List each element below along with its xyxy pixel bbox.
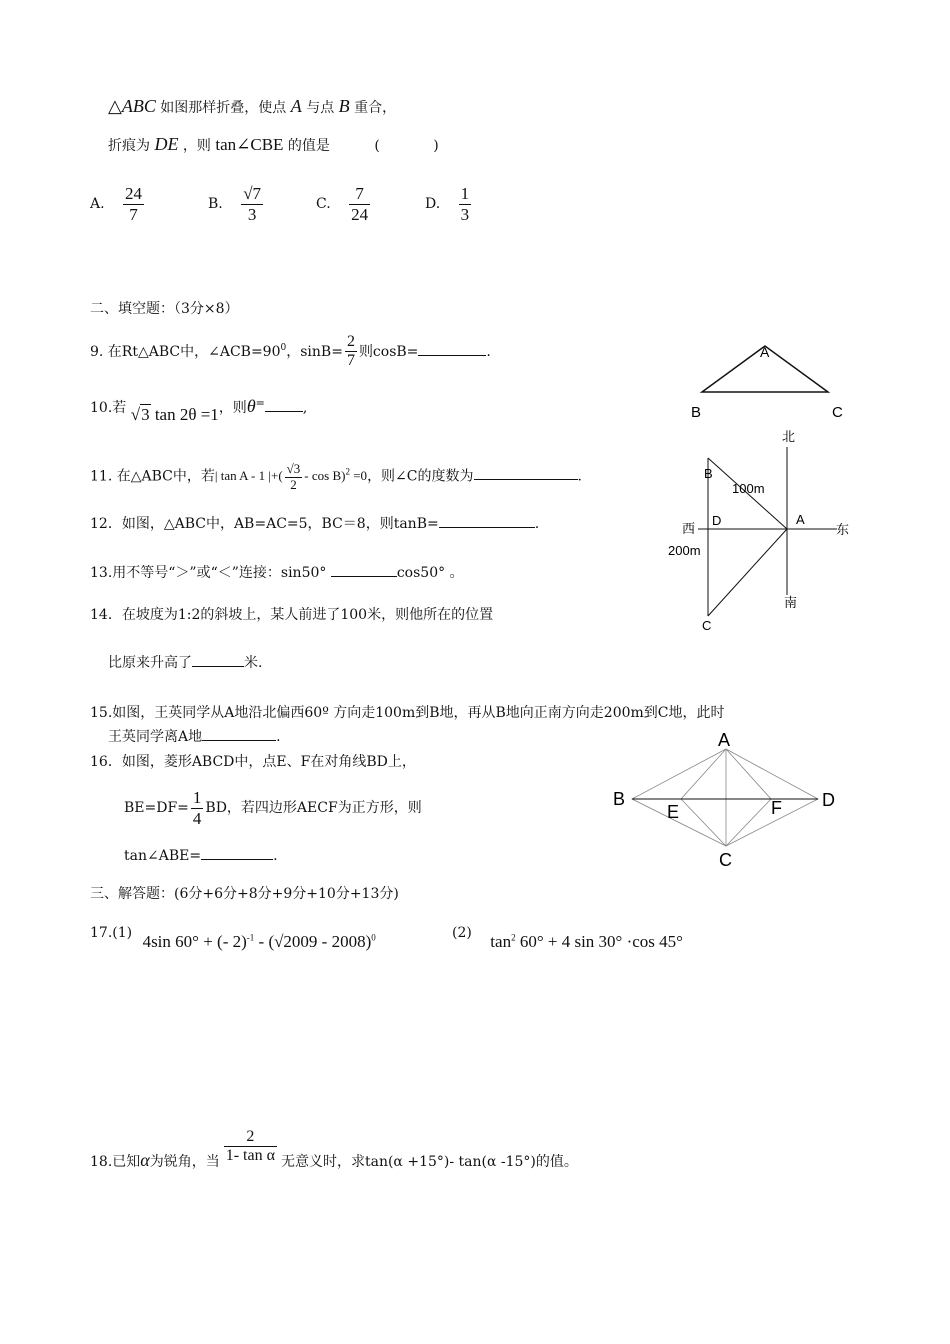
answer-blank-10[interactable] (265, 410, 303, 412)
question-16-line3: tan∠ABE= . (124, 848, 278, 864)
q8-line1: △ABC 如图那样折叠，使点 A 与点 B 重合， (108, 96, 397, 116)
answer-paren: ( ) (374, 138, 439, 154)
q8-option-a: A. $\frac{24}{7}$ (90, 184, 143, 224)
question-9: 9. 在Rt△ABC中，$\angle ACB=90^0$，sinB= $\frac{2}{7}$ 则cosB= . (90, 333, 491, 370)
fig3-label-f: F (771, 798, 782, 818)
north-label: 北 (782, 429, 796, 444)
question-13: 13.用不等号“＞”或“＜”连接：sin50° cos50° 。 (90, 565, 464, 581)
direction-figure (660, 425, 860, 635)
question-14-line2: 比原来升高了 米. (108, 655, 263, 671)
west-label: 西 (682, 521, 696, 536)
section-2-heading: 二、填空题：（3分×8） (90, 301, 239, 317)
rhombus-figure (605, 728, 845, 873)
q8-triangle: △ABC (108, 96, 156, 116)
question-16: 16．如图，菱形ABCD中，点E、F在对角线BD上， (90, 754, 416, 770)
fig3-label-d: D (822, 790, 835, 810)
answer-blank-16[interactable] (201, 858, 273, 860)
answer-blank-13[interactable] (331, 575, 397, 577)
question-17-2: (2) $\tan^2 60^\circ + 4$ sin 30° ·cos 45° (452, 925, 683, 951)
question-18: 18.已知α为锐角，当 $\frac{2}{\text{1- tan α}}$ 无意义时，求tan(α +15°)- tan(α -15°)的值。 (90, 1128, 578, 1170)
fig2-label-b: B (704, 466, 713, 481)
question-10: 10.若 √3 tan 2θ =1，则θ= , (90, 396, 308, 424)
segment-ca (708, 529, 787, 616)
q8-option-d: D. $\frac{1}{3}$ (425, 184, 470, 224)
fig3-label-b: B (613, 789, 626, 809)
distance-100m: 100m (732, 481, 765, 496)
fig1-label-c: C (832, 404, 843, 421)
question-11: 11. 在△ABC中，若| tan A - 1 |+( $\frac{√3}{2}$ - cos B)$^2$ =0，则∠C的度数为 . (90, 461, 582, 492)
east-label: 东 (836, 522, 850, 537)
fig3-label-a: A (718, 730, 731, 750)
distance-200m: 200m (668, 543, 701, 558)
q8-option-c: C. $\frac{7}{24}$ (316, 184, 369, 224)
fig1-label-b: B (691, 404, 702, 421)
fig1-label-a: A (760, 344, 770, 360)
question-15: 15.如图，王英同学从A地沿北偏西60º 方向走100m到B地，再从B地向正南方向走200m到C地，此时 (90, 705, 725, 721)
answer-blank-9[interactable] (418, 354, 486, 356)
q8-line2: 折痕为 DE ，则 tan∠CBE 的值是 ( ) (108, 134, 439, 154)
answer-blank-11[interactable] (474, 478, 578, 480)
question-17-1: 17.(1) 4sin 60° + (- 2)$^{-1}$ - (√2009 - 2008)$^0$ (90, 925, 376, 951)
fig3-label-e: E (667, 802, 680, 822)
answer-blank-14[interactable] (192, 665, 244, 667)
q8-option-b: B. $\frac{√7}{3}$ (208, 184, 262, 224)
triangle-figure (680, 335, 850, 430)
fig3-label-c: C (719, 850, 732, 870)
fig2-label-c: C (702, 618, 712, 633)
fig2-label-a: A (796, 512, 805, 527)
question-15-line2: 王英同学离A地 . (108, 729, 281, 745)
question-12: 12．如图，△ABC中，AB=AC=5，BC＝8，则tanB= . (90, 516, 540, 532)
question-14: 14．在坡度为1:2的斜坡上，某人前进了100米，则他所在的位置 (90, 607, 494, 623)
q8-text1: 如图那样折叠，使点 (160, 100, 287, 116)
fig2-label-d: D (712, 513, 722, 528)
question-16-line2: BE=DF= $\frac{1}{4}$ BD，若四边形AECF为正方形，则 (124, 788, 422, 828)
rhombus-lines (632, 749, 818, 846)
answer-blank-12[interactable] (439, 526, 535, 528)
south-label: 南 (784, 595, 798, 610)
answer-blank-15[interactable] (202, 739, 276, 741)
section-3-heading: 三、解答题：(6分+6分+8分+9分+10分+13分) (90, 886, 399, 902)
